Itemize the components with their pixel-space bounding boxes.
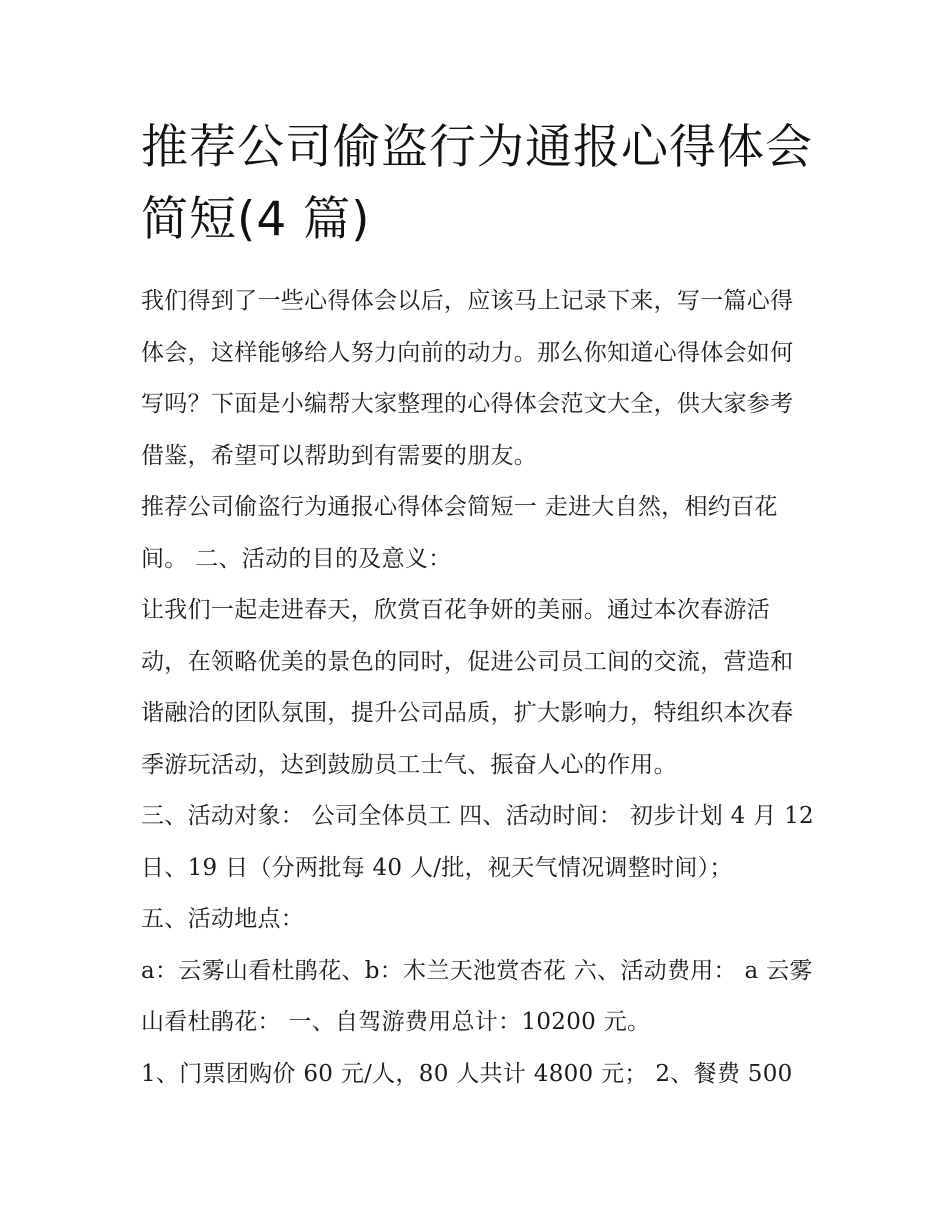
document-title: 推荐公司偷盗行为通报心得体会简短(4 篇) xyxy=(141,120,813,247)
paragraph-location-heading: 五、活动地点： xyxy=(141,906,305,932)
paragraph-location-cost: a：云雾山看杜鹃花、b：木兰天池赏杏花 六、活动费用： a 云雾山看杜鹃花： 一、自驾游费用总计：10200 元。 xyxy=(141,957,813,1035)
paragraph-ticket-cost: 1、门票团购价 60 元/人，80 人共计 4800 元； 2、餐费 500 xyxy=(141,1060,793,1087)
document-body xyxy=(141,112,816,1100)
paragraph-list xyxy=(141,276,816,1100)
paragraph-audience-time: 三、活动对象： 公司全体员工 四、活动时间： 初步计划 4 月 12 日、19 日（分两批每 40 人/批，视天气情况调整时间）； xyxy=(141,803,814,881)
paragraph-intro: 我们得到了一些心得体会以后，应该马上记录下来，写一篇心得体会，这样能够给人努力向前的动力。那么你知道心得体会如何写吗？下面是小编帮大家整理的心得体会范文大全，供大家参考借鉴，希望可以帮助到有需要的朋友。 xyxy=(141,288,794,469)
paragraph-activity-purpose: 让我们一起走进春天，欣赏百花争妍的美丽。通过本次春游活动，在领略优美的景色的同时，促进公司员工间的交流，营造和谐融洽的团队氛围，提升公司品质，扩大影响力，特组织本次春季游玩活动，达到鼓励员工士气、振奋人心的作用。 xyxy=(141,597,794,778)
paragraph-activity-theme: 推荐公司偷盗行为通报心得体会简短一 走进大自然，相约百花间。 二、活动的目的及意义： xyxy=(141,494,778,572)
